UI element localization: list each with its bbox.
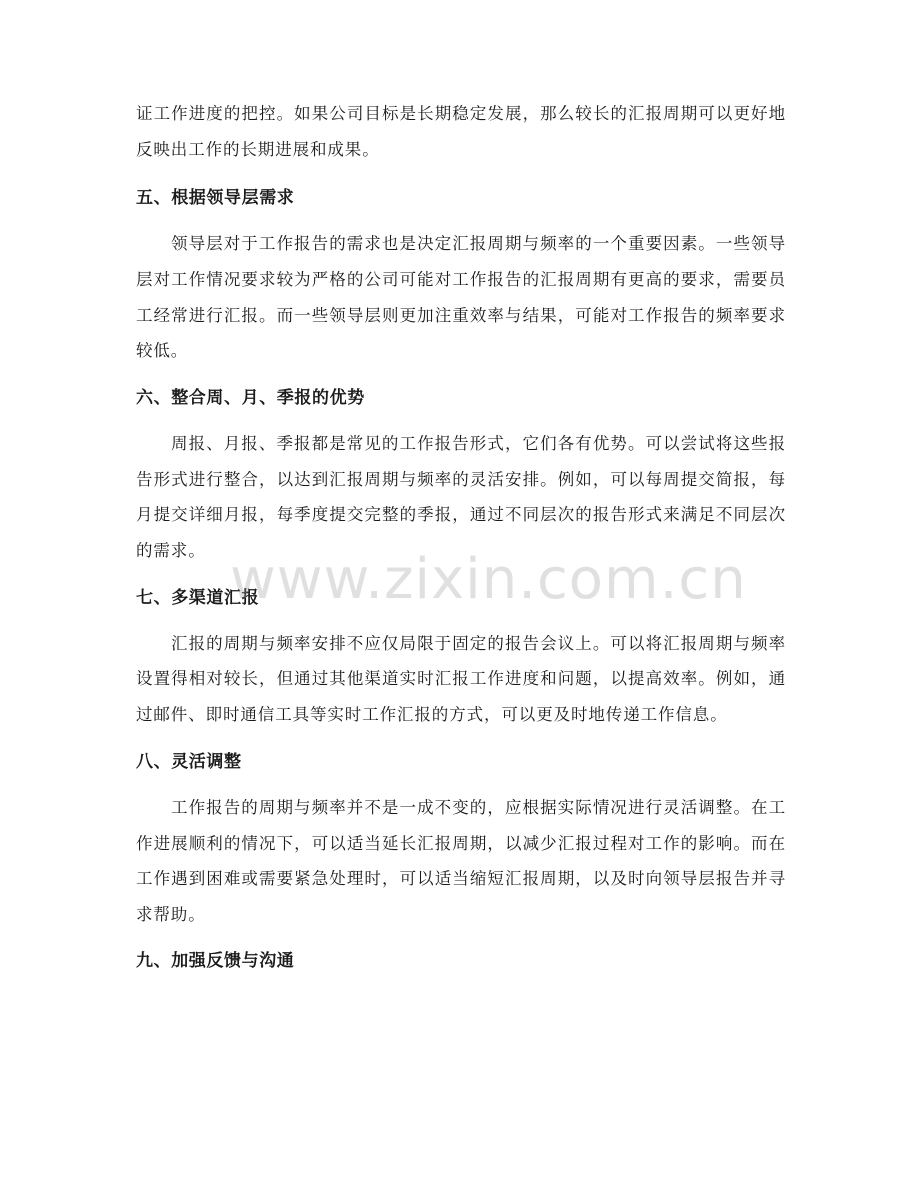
section-heading: 七、多渠道汇报 [136, 587, 260, 608]
section-8 [136, 749, 786, 933]
section-paragraph: 工作报告的周期与频率并不是一成不变的，应根据实际情况进行灵活调整。在工作进展顺利的情况下，可以适当延长汇报周期，以减少汇报过程对工作的影响。而在工作遇到困难或需要紧急处理时，可以适当缩短汇报周期，以及时向领导层报告并寻求帮助。 [136, 797, 786, 924]
watermark: www.zixin.com.cn [230, 547, 747, 612]
intro-paragraph: 证工作进度的把控。如果公司目标是长期稳定发展，那么较长的汇报周期可以更好地反映出工作的长期进展和成果。 [136, 104, 786, 159]
section-7 [136, 585, 786, 733]
document-page [136, 96, 786, 992]
section-heading: 八、灵活调整 [136, 751, 242, 772]
section-6 [136, 385, 786, 569]
section-heading: 九、加强反馈与沟通 [136, 951, 295, 972]
section-5 [136, 185, 786, 369]
section-heading: 五、根据领导层需求 [136, 188, 295, 209]
section-heading: 六、整合周、月、季报的优势 [136, 387, 365, 408]
section-paragraph: 汇报的周期与频率安排不应仅局限于固定的报告会议上。可以将汇报周期与频率设置得相对较长，但通过其他渠道实时汇报工作进度和问题，以提高效率。例如，通过邮件、即时通信工具等实时工作汇报的方式，可以更及时地传递工作信息。 [136, 633, 786, 725]
section-9 [136, 948, 786, 975]
section-paragraph: 周报、月报、季报都是常见的工作报告形式，它们各有优势。可以尝试将这些报告形式进行整合，以达到汇报周期与频率的灵活安排。例如，可以每周提交简报，每月提交详细月报，每季度提交完整的季报，通过不同层次的报告形式来满足不同层次的需求。 [136, 434, 786, 560]
section-paragraph: 领导层对于工作报告的需求也是决定汇报周期与频率的一个重要因素。一些领导层对工作情况要求较为严格的公司可能对工作报告的汇报周期有更高的要求，需要员工经常进行汇报。而一些领导层则更加注重效率与结果，可能对工作报告的频率要求较低。 [136, 234, 786, 361]
